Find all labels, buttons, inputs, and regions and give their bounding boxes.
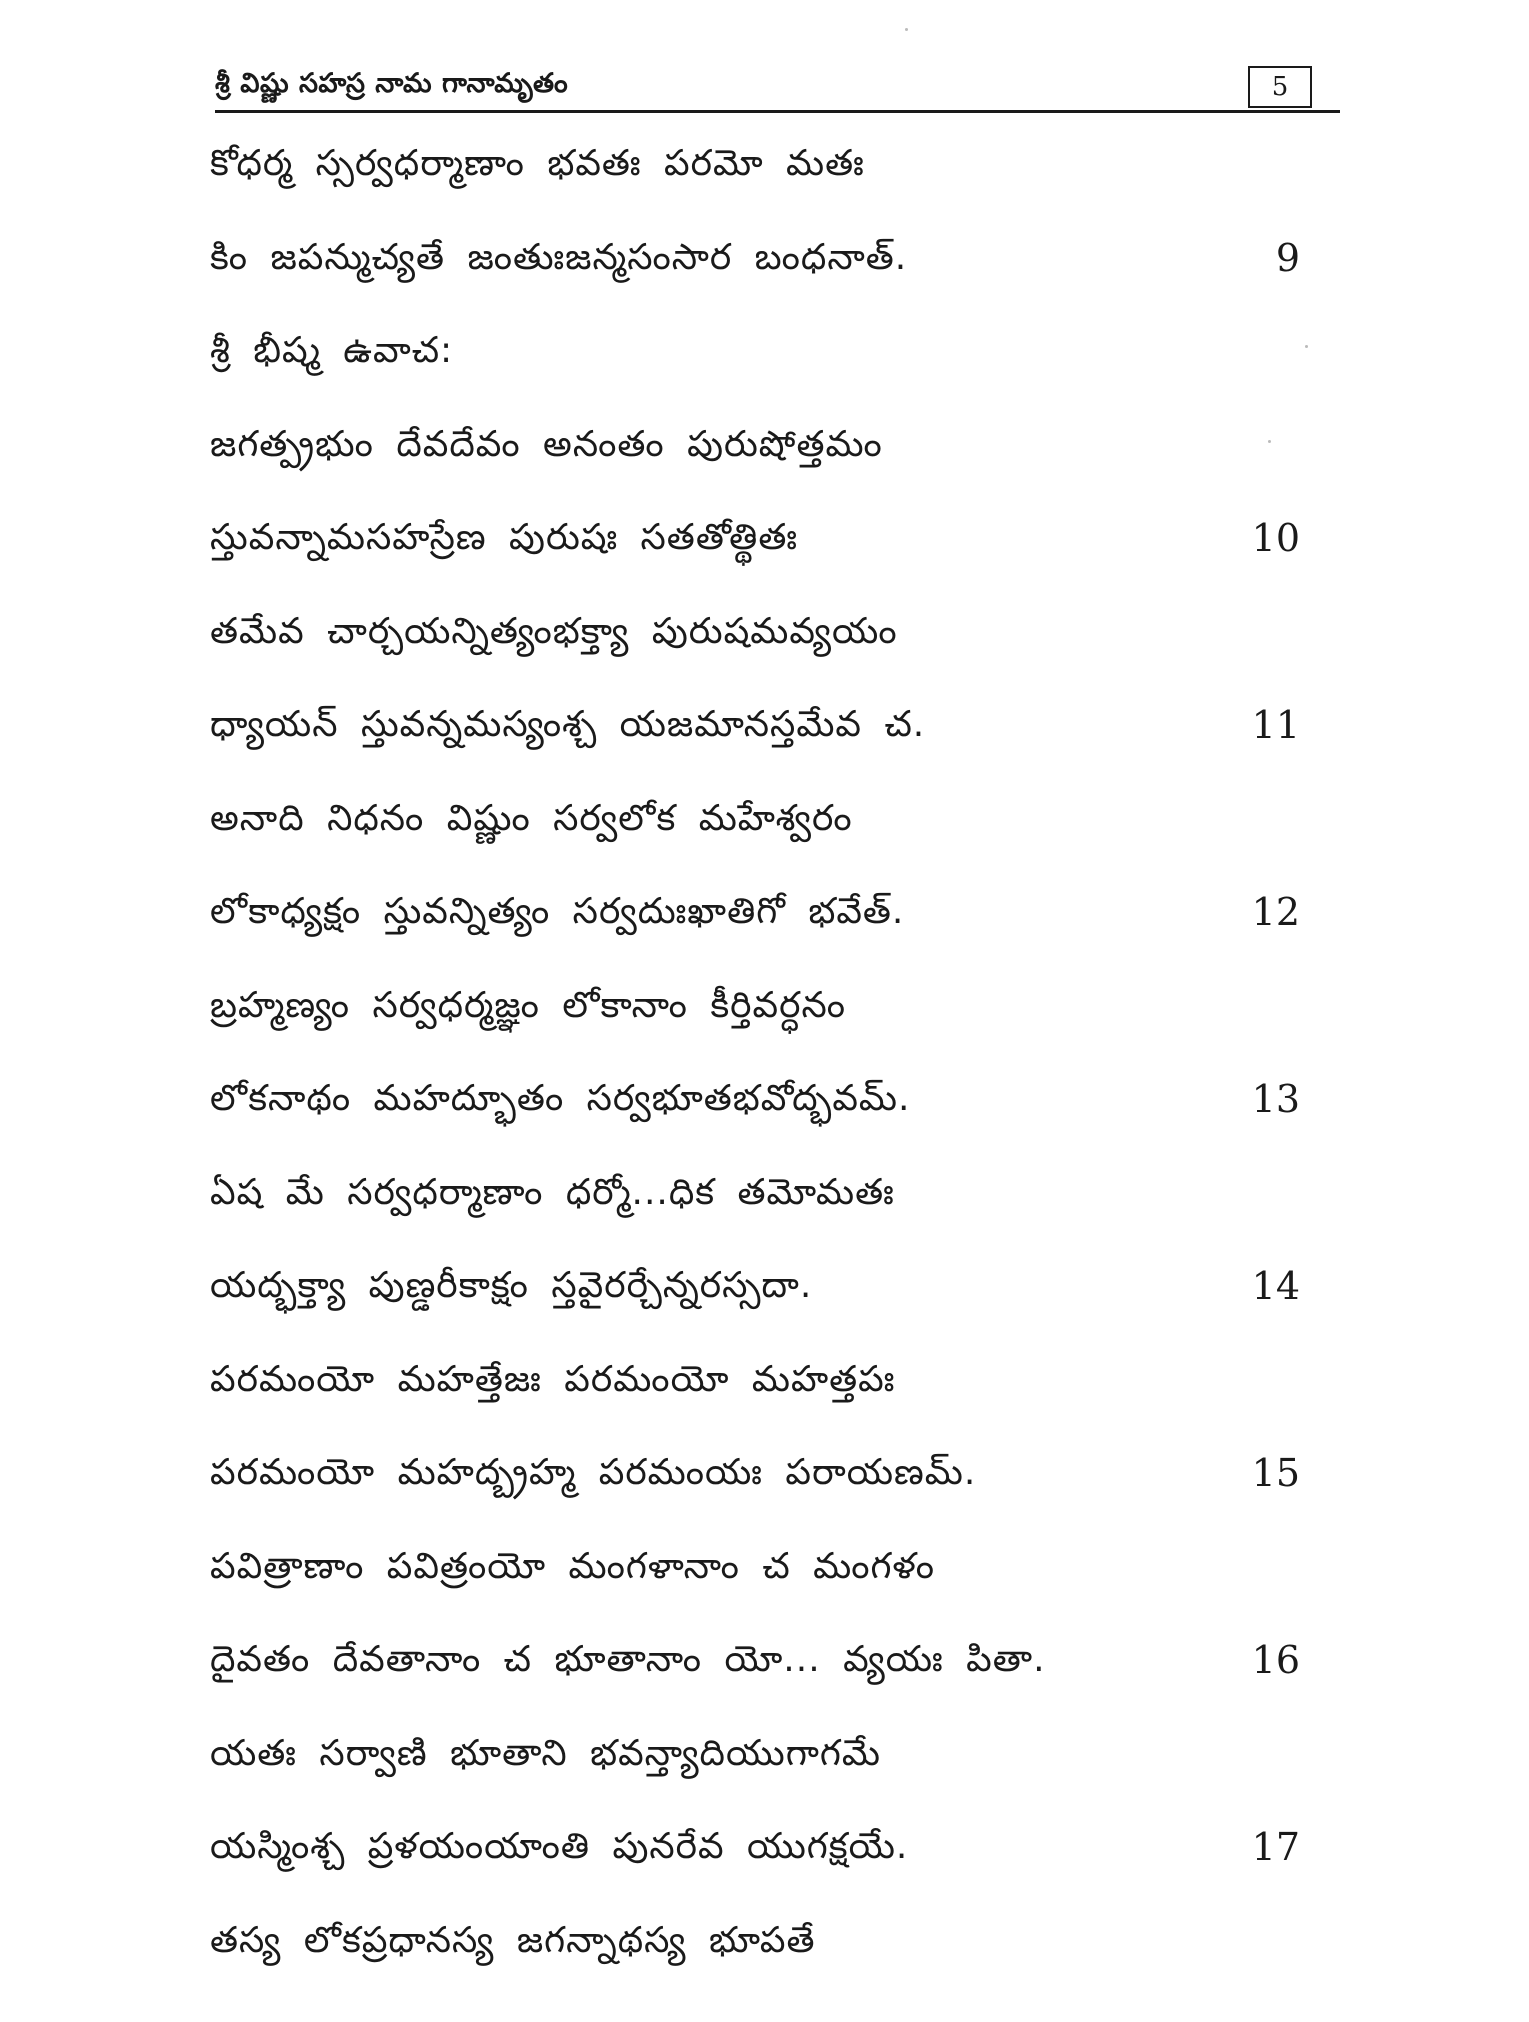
verse-line [210, 773, 1330, 867]
verse-number: 13 [1251, 1077, 1300, 1121]
verse-line-text: బ్రహ్మణ్యం సర్వధర్మజ్ఞం లోకానాం కీర్తివర్ధనం [210, 984, 846, 1026]
verse-number: 9 [1275, 235, 1300, 280]
verse-line-text: ఏష మే సర్వధర్మాణాం ధర్మో...ధిక తమోమతః [210, 1171, 895, 1213]
verse-line-text: దైవతం దేవతానాం చ భూతానాం యో... వ్యయః పితా. [210, 1639, 1046, 1680]
verse-number: 10 [1251, 516, 1300, 560]
verse-line-text: ధ్యాయన్ స్తువన్నమస్యంశ్చ యజమానస్తమేవ చ. [210, 704, 926, 745]
verse-line [210, 1708, 1330, 1802]
verse-line [210, 305, 1330, 399]
verse-line [210, 1053, 1330, 1147]
verse-line-text: జగత్ప్రభుం దేవదేవం అనంతం పురుషోత్తమం [210, 423, 883, 465]
verse-line-text: తస్య లోకప్రధానస్య జగన్నాథస్య భూపతే [210, 1919, 816, 1961]
verse-line [210, 1427, 1330, 1521]
page-header [215, 62, 1340, 113]
scan-speck [1305, 345, 1308, 348]
verse-line-text: పవిత్రాణాం పవిత్రంయో మంగళానాం చ మంగళం [210, 1545, 935, 1587]
scan-speck [1268, 440, 1271, 443]
verse-line [210, 866, 1330, 960]
verse-line [210, 1521, 1330, 1615]
scan-speck [905, 28, 908, 31]
verse-line [210, 1895, 1330, 1989]
verse-line [210, 679, 1330, 773]
verse-line [210, 492, 1330, 586]
verse-line [210, 1240, 1330, 1334]
verse-line-text: తమేవ చార్చయన్నిత్యంభక్త్యా పురుషమవ్యయం [210, 610, 898, 652]
verse-text-block [210, 118, 1330, 1988]
section-heading: శ్రీ భీష్మ ఉవాచ: [210, 330, 454, 371]
verse-number: 11 [1251, 703, 1300, 747]
verse-line-text: యతః సర్వాణి భూతాని భవన్త్యాదియుగాగమే [210, 1732, 881, 1774]
verse-line-text: అనాది నిధనం విష్ణుం సర్వలోక మహేశ్వరం [210, 797, 853, 839]
verse-line [210, 212, 1330, 306]
verse-line [210, 118, 1330, 212]
verse-number: 12 [1251, 890, 1300, 934]
verse-line-text: కిం జపన్ముచ్యతే జంతుఃజన్మసంసార బంధనాత్. [210, 236, 908, 278]
verse-line [210, 1614, 1330, 1708]
verse-line-text: స్తువన్నామసహస్రేణ పురుషః సతతోత్థితః [210, 517, 798, 558]
verse-number: 15 [1251, 1451, 1300, 1495]
verse-line [210, 960, 1330, 1054]
page-number: 5 [1248, 66, 1312, 108]
verse-number: 16 [1251, 1638, 1300, 1682]
verse-line-text: లోకనాథం మహద్భూతం సర్వభూతభవోద్భవమ్. [210, 1078, 911, 1119]
verse-number: 17 [1251, 1825, 1300, 1869]
verse-number: 14 [1251, 1264, 1300, 1308]
verse-line [210, 586, 1330, 680]
verse-line-text: కోధర్మ స్సర్వధర్మాణాం భవతః పరమో మతః [210, 143, 865, 184]
verse-line [210, 1801, 1330, 1895]
running-title: శ్రీ విష్ణు సహస్ర నామ గానామృతం [215, 68, 569, 99]
verse-line [210, 399, 1330, 493]
verse-line-text: యస్మింశ్చ ప్రళయంయాంతి పునరేవ యుగక్షయే. [210, 1826, 909, 1867]
verse-line [210, 1147, 1330, 1241]
verse-line-text: యద్భక్త్యా పుణ్డరీకాక్షం స్తవైరర్చేన్నరస్సదా. [210, 1265, 813, 1306]
verse-line [210, 1334, 1330, 1428]
verse-line-text: పరమంయో మహద్బ్రహ్మ పరమంయః పరాయణమ్. [210, 1452, 977, 1493]
verse-line-text: లోకాధ్యక్షం స్తువన్నిత్యం సర్వదుఃఖాతిగో భవేత్. [210, 891, 905, 932]
verse-line-text: పరమంయో మహత్తేజః పరమంయో మహత్తపః [210, 1358, 896, 1400]
